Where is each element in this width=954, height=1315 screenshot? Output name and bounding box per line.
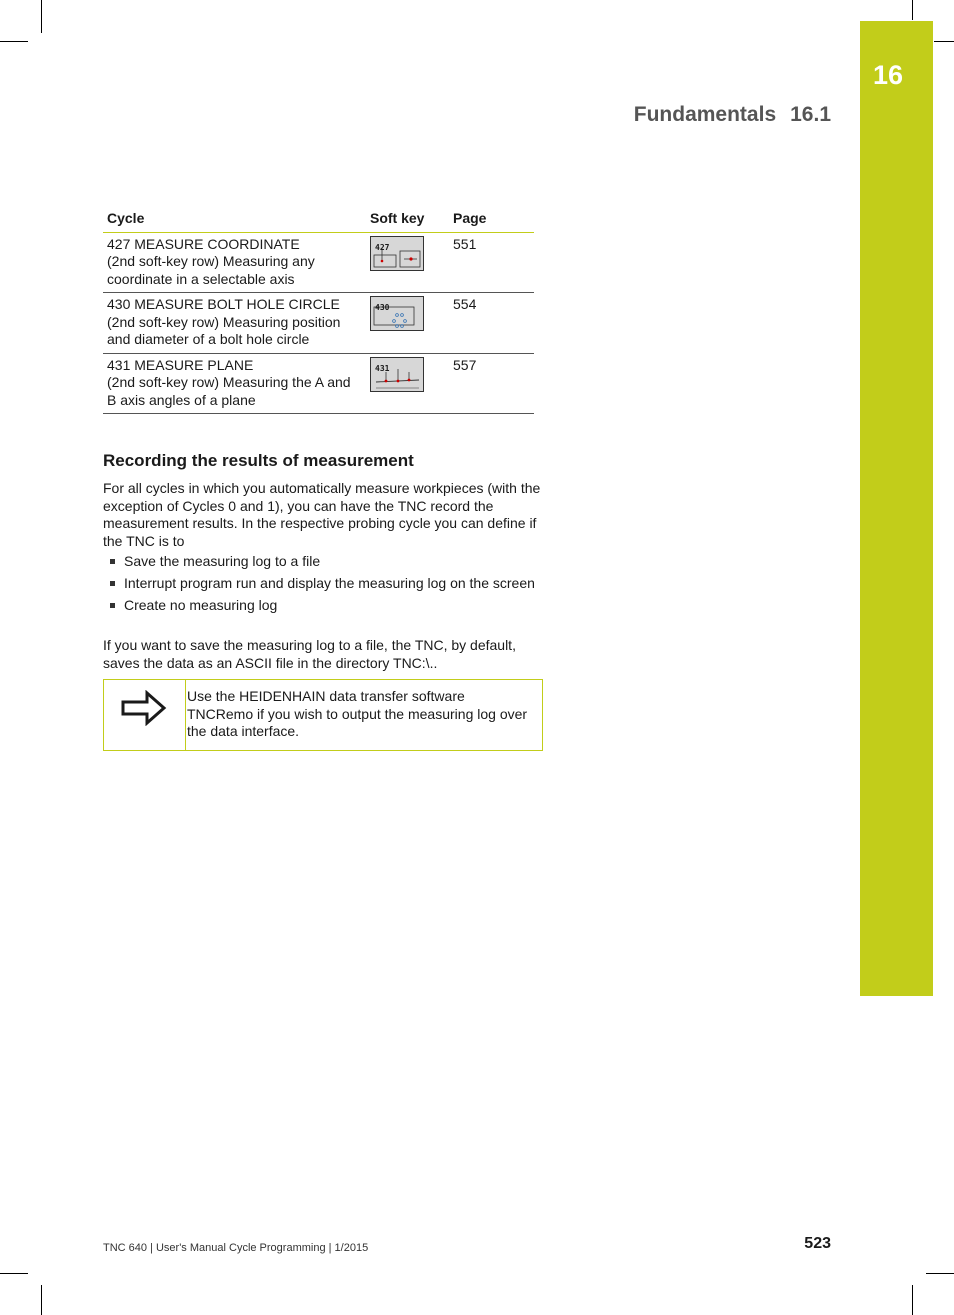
- bullet-square-icon: [110, 559, 115, 564]
- recording-followup: If you want to save the measuring log to a file, the TNC, by default, saves the data as an ASCII file in the directory TNC:\..: [103, 637, 516, 671]
- table-row: [103, 232, 534, 293]
- crop-mark: [912, 0, 913, 20]
- cycle-description: (2nd soft-key row) Measuring any coordinate in a selectable axis: [107, 253, 315, 287]
- header-softkey: Soft key: [366, 207, 449, 232]
- cycle-cell: [103, 353, 366, 414]
- cycle-table: [103, 207, 534, 414]
- crop-mark: [41, 1285, 42, 1315]
- softkey-cell: [366, 232, 449, 293]
- note-divider: [185, 680, 186, 750]
- chapter-number: 16: [872, 60, 904, 90]
- recording-heading: Recording the results of measurement: [103, 451, 414, 470]
- header-page: Page: [449, 207, 534, 232]
- cycle-name: 427 MEASURE COORDINATE: [107, 235, 300, 252]
- crop-mark: [912, 1285, 913, 1315]
- softkey-label: 430: [375, 303, 390, 312]
- list-item-text: Save the measuring log to a file: [124, 553, 321, 569]
- cycle-name: 430 MEASURE BOLT HOLE CIRCLE: [107, 296, 340, 312]
- cycle-name: 431 MEASURE PLANE: [107, 356, 254, 373]
- softkey-430[interactable]: [370, 296, 424, 331]
- crop-mark: [0, 41, 28, 42]
- crop-mark: [41, 0, 42, 33]
- page-cell: 554: [449, 293, 534, 354]
- page-number: 523: [804, 1235, 831, 1252]
- section-title: Fundamentals: [633, 103, 777, 126]
- list-item: [103, 597, 543, 615]
- list-item: [103, 575, 543, 593]
- cycle-description: (2nd soft-key row) Measuring the A and B axis angles of a plane: [107, 374, 351, 408]
- softkey-label: 427: [375, 242, 390, 252]
- list-item-text: Create no measuring log: [124, 597, 278, 613]
- footer-text: TNC 640 | User's Manual Cycle Programming | 1/2015: [103, 1242, 369, 1254]
- note-box: [103, 679, 543, 751]
- crop-mark: [926, 1273, 954, 1274]
- cycle-cell: [103, 232, 366, 293]
- table-header-row: [103, 207, 534, 232]
- crop-mark: [934, 41, 954, 42]
- note-text: Use the HEIDENHAIN data transfer software TNCRemo if you wish to output the measuring log over the data interface.: [187, 688, 528, 739]
- cycle-cell: [103, 293, 366, 354]
- softkey-label: 431: [375, 363, 390, 373]
- table-row: [103, 353, 534, 414]
- table-row: [103, 293, 534, 354]
- bullet-square-icon: [110, 603, 115, 608]
- crop-mark: [0, 1273, 28, 1274]
- bullet-square-icon: [110, 581, 115, 586]
- page-cell: 557: [449, 353, 534, 414]
- section-heading: [634, 103, 831, 127]
- arrow-right-icon: [121, 690, 167, 726]
- softkey-cell: [366, 293, 449, 354]
- page-cell: 551: [449, 232, 534, 293]
- softkey-427[interactable]: [370, 236, 424, 271]
- recording-options-list: [103, 553, 543, 619]
- chapter-tab: [860, 21, 933, 996]
- cycle-description: (2nd soft-key row) Measuring position and diameter of a bolt hole circle: [107, 313, 341, 347]
- softkey-431[interactable]: [370, 357, 424, 392]
- list-item-text: Interrupt program run and display the measuring log on the screen: [124, 575, 535, 591]
- section-number: 16.1: [790, 103, 831, 126]
- list-item: [103, 553, 543, 571]
- softkey-cell: [366, 353, 449, 414]
- header-cycle: Cycle: [103, 207, 366, 232]
- recording-intro: For all cycles in which you automatically measure workpieces (with the exception of Cycles 0 and 1), you can have the TNC record the measurement results. In the respective probing cycle you can define if the TNC is to: [103, 480, 541, 549]
